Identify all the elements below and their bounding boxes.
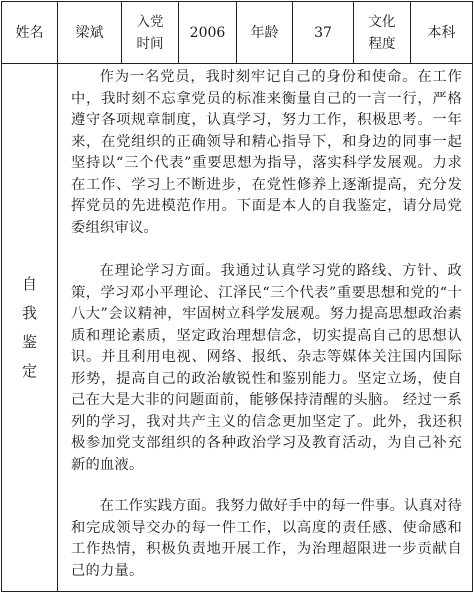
join-date-label-line1: 入党 — [136, 13, 164, 30]
section-label-char: 我 — [21, 303, 37, 322]
section-label-char: 鉴 — [21, 332, 37, 351]
name-value: 梁斌 — [58, 2, 122, 64]
header-row — [2, 2, 473, 64]
name-label: 姓名 — [2, 2, 58, 64]
education-value: 本科 — [411, 2, 473, 64]
paragraph-intro: 作为一名党员，我时刻牢记自己的身份和使命。在工作中，我时刻不忘拿党员的标准来衡量自己的一言一行，严格遵守各项规章制度，认真学习，努力工作，积极思考。一年来，在党组织的正确领导和精心指导下，和身边的同事一起坚持以“三个代表”重要思想为指导，落实科学发展观。力求在工作、学习上不断进步，在党性修养上逐渐提高，充分发挥党员的先进模范作用。下面是本人的自我鉴定，请分局党委组织审议。 — [71, 69, 462, 236]
education-label-line2: 程度 — [368, 35, 396, 52]
section-label-char: 自 — [21, 274, 37, 293]
paragraph-theory-study: 在理论学习方面。我通过认真学习党的路线、方针、政策，学习邓小平理论、江泽民“三个代表”重要思想和党的“十八大”会议精神，牢固树立科学发展观。努力提高思想政治素质和理论素质，坚定政治理想信念，切实提高自己的思想认识。并且利用电视、网络、报纸、杂志等媒体关注国内国际形势，提高自己的政治敏锐性和鉴别能力。坚定立场，使自己在大是大非的问题面前，能够保持清醒的头脑。 经过一系列的学习，我对共产主义的信念更加坚定了。此外，我还积极参加党支部组织的各种政治学习及教育活动，为自己补充新的血液。 — [71, 263, 462, 473]
body-row — [2, 64, 473, 592]
age-value: 37 — [293, 2, 354, 64]
join-date-label — [122, 2, 179, 64]
self-appraisal-content — [58, 64, 473, 592]
age-label: 年龄 — [237, 2, 293, 64]
appraisal-form-table — [1, 1, 473, 592]
education-label-line1: 文化 — [368, 13, 396, 30]
paragraph-work-practice: 在工作实践方面。我努力做好手中的每一件事。认真对待和完成领导交办的每一件工作，以高度的责任感、使命感和工作热情，积极负责地开展工作，为治理超限进一步贡献自己的力量。 — [71, 498, 463, 579]
education-label — [354, 2, 411, 64]
self-appraisal-label — [2, 64, 58, 592]
section-label-char: 定 — [21, 361, 37, 380]
join-date-label-line2: 时间 — [136, 35, 164, 52]
join-date-value: 2006 — [179, 2, 237, 64]
